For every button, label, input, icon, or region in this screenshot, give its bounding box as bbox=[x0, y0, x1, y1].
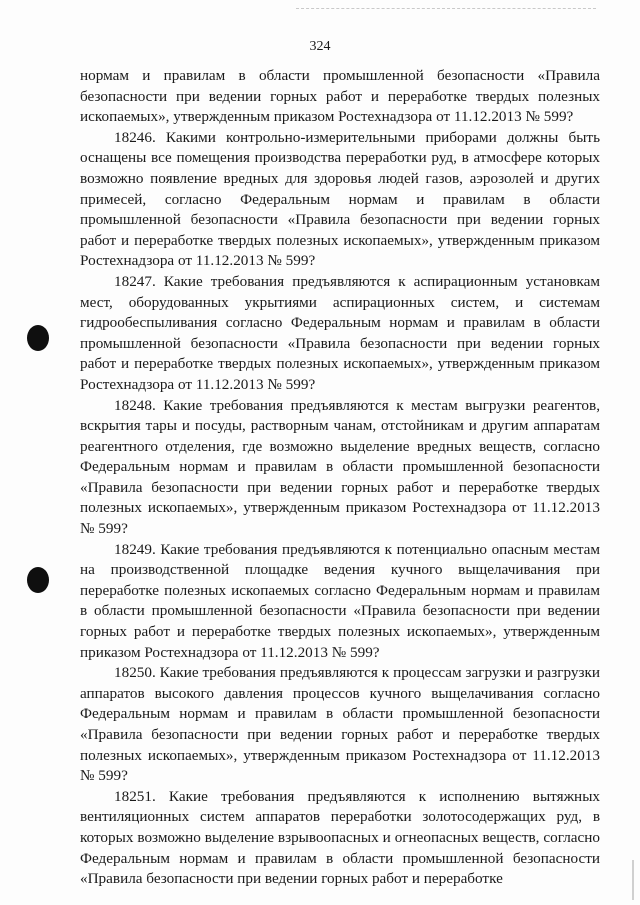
paragraph-continuation: нормам и правилам в области промышленной безопасности «Правила безопасности при ведении горных работ и переработке твердых полезных ископаемых», утвержденным приказом Ростехнадзора от 11.12.2013 № 599? bbox=[80, 67, 600, 126]
question-18249: 18249. Какие требования предъявляются к потенциально опасным местам на производственной площадке ведения кучного выщелачивания при переработке полезных ископаемых согласно Федеральным нормам и правилам в области промышленной безопасности «Правила безопасности при ведении горных работ и переработке твердых полезных ископаемых», утвержденным приказом Ростехнадзора от 11.12.2013 № 599? bbox=[80, 540, 600, 661]
page-number: 324 bbox=[309, 39, 331, 54]
question-18250: 18250. Какие требования предъявляются к процессам загрузки и разгрузки аппаратов высокого давления процессов кучного выщелачивания согласно Федеральным нормам и правилам в области промышленной безопасности «Правила безопасности при ведении горных работ и переработке твердых полезных ископаемых», утвержденным приказом Ростехнадзора от 11.12.2013 № 599? bbox=[80, 664, 600, 785]
document-body bbox=[80, 66, 600, 890]
punch-hole-icon bbox=[27, 325, 49, 351]
question-18247: 18247. Какие требования предъявляются к аспирационным установкам мест, оборудованных укрытиями аспирационных систем, и системам гидрообеспыливания согласно Федеральным нормам и правилам в области промышленной безопасности «Правила безопасности при ведении горных работ и переработке твердых полезных ископаемых», утвержденным приказом Ростехнадзора от 11.12.2013 № 599? bbox=[80, 272, 600, 393]
question-18248: 18248. Какие требования предъявляются к местам выгрузки реагентов, вскрытия тары и посуды, растворным чанам, отстойникам и другим аппаратам реагентного отделения, где возможно выделение вредных веществ, согласно Федеральным нормам и правилам в области промышленной безопасности «Правила безопасности при ведении горных работ и переработке твердых полезных ископаемых», утвержденным приказом Ростехнадзора от 11.12.2013 № 599? bbox=[80, 396, 600, 538]
scan-edge-mark bbox=[632, 860, 634, 900]
question-18251: 18251. Какие требования предъявляются к исполнению вытяжных вентиляционных систем аппаратов переработки золотосодержащих руд, в которых возможно выделение взрывоопасных и огнеопасных веществ, согласно Федеральным нормам и правилам в области промышленной безопасности «Правила безопасности при ведении горных работ и переработке bbox=[80, 787, 600, 888]
scan-top-rule bbox=[296, 8, 596, 9]
question-18246: 18246. Какими контрольно-измерительными приборами должны быть оснащены все помещения производства переработки руд, в атмосфере которых возможно появление вредных для здоровья людей газов, аэрозолей и других примесей, согласно Федеральным нормам и правилам в области промышленной безопасности «Правила безопасности при ведении горных работ и переработке твердых полезных ископаемых», утвержденным приказом Ростехнадзора от 11.12.2013 № 599? bbox=[80, 128, 600, 270]
punch-hole-icon bbox=[27, 567, 49, 593]
